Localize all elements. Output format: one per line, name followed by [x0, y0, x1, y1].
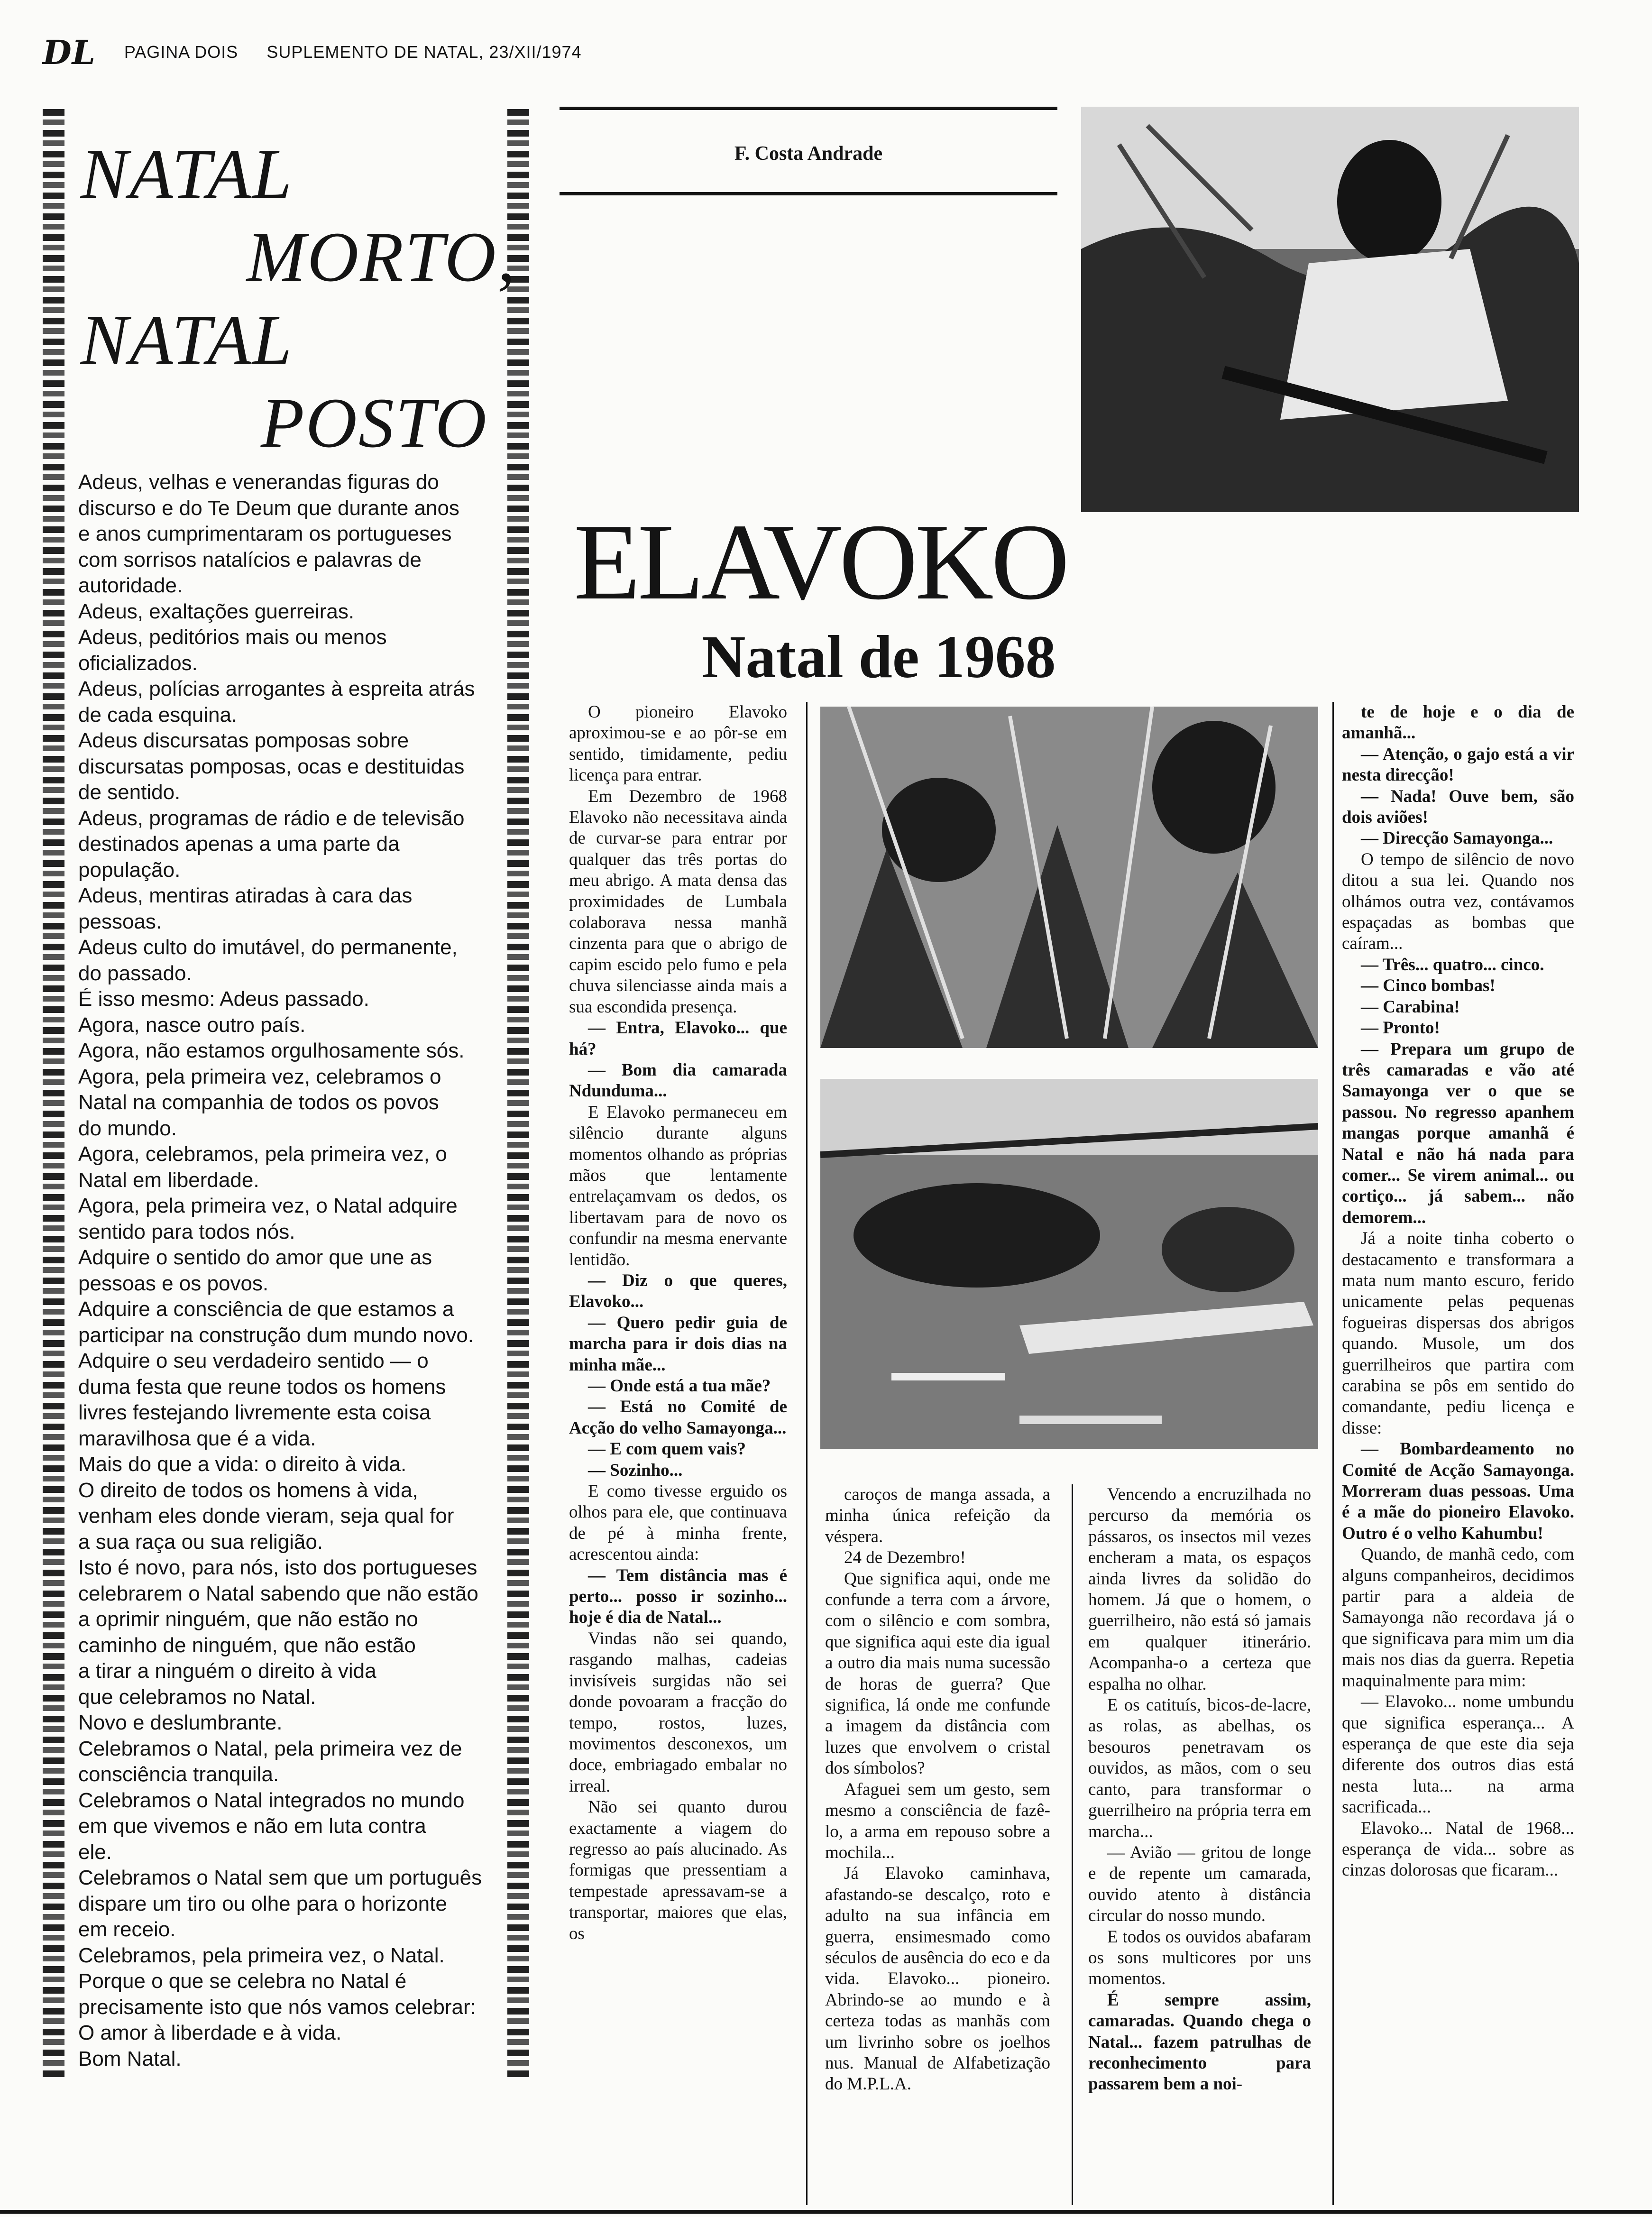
poem-line: sentido para todos nós.	[78, 1220, 295, 1243]
article-paragraph: E todos os ouvidos abafaram os sons multicores por uns momentos.	[1088, 1927, 1311, 1989]
article-paragraph: — Cinco bombas!	[1361, 976, 1496, 996]
poem-line: a sua raça ou sua religião.	[78, 1530, 323, 1554]
page-header	[43, 33, 582, 71]
poem-line: Adeus, mentiras atiradas à cara das	[78, 884, 413, 907]
poem-line: participar na construção dum mundo novo.	[78, 1323, 474, 1347]
poem-line: discursatas pomposas, ocas e destituidas	[78, 754, 465, 778]
photo-camp-gathering	[820, 1079, 1318, 1449]
article-paragraph: — Carabina!	[1361, 997, 1460, 1017]
article-paragraph: Elavoko... Natal de 1968... esperança de vida... sobre as cinzas dolorosas que ficaram...	[1342, 1818, 1574, 1880]
article-paragraph: — Diz o que queres, Elavoko...	[569, 1270, 787, 1312]
newspaper-logo: DL	[43, 32, 96, 72]
article-paragraph: — Está no Comité de Acção do velho Samayonga...	[569, 1397, 787, 1438]
poem-line: Adquire o sentido do amor que une as	[78, 1246, 432, 1269]
poem-line: de sentido.	[78, 781, 181, 804]
article-paragraph: — Pronto!	[1361, 1018, 1440, 1038]
poem-line: Bom Natal.	[78, 2047, 182, 2070]
article-paragraph: — Bombardeamento no Comité de Acção Samayonga. Morreram duas pessoas. Uma é a mãe do pioneiro Elavoko. Outro é o velho Kahumbu!	[1342, 1439, 1574, 1543]
poem-line: em receio.	[78, 1918, 176, 1941]
article-paragraph: 24 de Dezembro!	[844, 1548, 966, 1568]
article-paragraph: — Direcção Samayonga...	[1361, 828, 1553, 848]
poem-line: venham eles donde vieram, seja qual for	[78, 1504, 454, 1527]
poem-line: celebrarem o Natal sabendo que não estão	[78, 1582, 478, 1605]
poem-line: Mais do que a vida: o direito à vida.	[78, 1453, 407, 1476]
poem-line: em que vivemos e não em luta contra	[78, 1814, 426, 1838]
poem-line: pessoas.	[78, 910, 162, 933]
poem-line: Agora, pela primeira vez, o Natal adquire	[78, 1194, 458, 1217]
article-paragraph: — Tem distância mas é perto... posso ir sozinho... hoje é dia de Natal...	[569, 1565, 787, 1628]
article-paragraph: — Prepara um grupo de três camaradas e vão até Samayonga ver o que se passou. No regresso apanhem mangas porque amanhã é Natal e não há nada para comer... Se virem animal... ou cortiço... já sabem... não demorem...	[1342, 1039, 1574, 1227]
poem-line: com sorrisos natalícios e palavras de	[78, 548, 422, 571]
poem-line: livres festejando livremente esta coisa	[78, 1401, 431, 1424]
poem-line: Natal em liberdade.	[78, 1168, 259, 1192]
poem-line: de cada esquina.	[78, 703, 238, 727]
poem-line: Agora, pela primeira vez, celebramos o	[78, 1065, 441, 1088]
poem-line: Celebramos o Natal integrados no mundo	[78, 1788, 465, 1812]
poem-body	[78, 469, 514, 2072]
poem-line: Adeus, exaltações guerreiras.	[78, 599, 355, 623]
article-paragraph: — Elavoko... nome umbundu que significa esperança... A esperança de que este dia seja diferente dos outros dias está nesta luta... na arma sacrificada...	[1342, 1692, 1574, 1817]
article-paragraph: É sempre assim, camaradas. Quando chega o Natal... fazem patrulhas de reconhecimento para passarem bem a noi-	[1088, 1990, 1311, 2094]
article-paragraph: — Quero pedir guia de marcha para ir dois dias na minha mãe...	[569, 1313, 787, 1375]
author-rule-top	[560, 107, 1057, 110]
bottom-rule	[0, 2210, 1652, 2214]
poem-line: Adeus, programas de rádio e de televisão	[78, 806, 465, 830]
poem-title	[81, 133, 517, 465]
poem-line: discurso e do Te Deum que durante anos	[78, 496, 459, 520]
poem-title-line: POSTO	[261, 384, 488, 462]
poem-line: caminho de ninguém, que não estão	[78, 1633, 416, 1657]
poem-line: autoridade.	[78, 574, 183, 597]
poem-line: que celebramos no Natal.	[78, 1685, 316, 1709]
poem-line: consciência tranquila.	[78, 1763, 279, 1786]
poem-line: É isso mesmo: Adeus passado.	[78, 987, 369, 1011]
article-paragraph: E como tivesse erguido os olhos para ele, que continuava de pé à minha frente, acrescentou ainda:	[569, 1481, 787, 1564]
poem-line: do mundo.	[78, 1116, 177, 1140]
poem-line: a oprimir ninguém, que não estão no	[78, 1608, 418, 1631]
article-paragraph: — Sozinho...	[588, 1460, 683, 1480]
article-paragraph: — Avião — gritou de longe e de repente um camarada, ouvido atento à distância circular do nosso mundo.	[1088, 1842, 1311, 1926]
article-column-1	[569, 702, 787, 1944]
poem-line: Celebramos, pela primeira vez, o Natal.	[78, 1943, 445, 1967]
article-paragraph: Que significa aqui, onde me confunde a terra com a árvore, com o silêncio e com sombra, que significa aqui este dia igual a outro dia mais numa sucessão de horas de guerra? Que significa, lá onde me confunde a imagem da distância com luzes que envolvem o cristal dos símbolos?	[825, 1569, 1050, 1778]
article-paragraph: — Onde está a tua mãe?	[588, 1376, 771, 1396]
poem-line: do passado.	[78, 961, 192, 985]
poem-title-line: NATAL	[81, 301, 294, 379]
column-divider	[1072, 1484, 1073, 2205]
article-paragraph: — Atenção, o gajo está a vir nesta direcção!	[1342, 744, 1574, 785]
poem-line: Adeus, velhas e venerandas figuras do	[78, 470, 439, 494]
poem-line: a tirar a ninguém o direito à vida	[78, 1659, 376, 1683]
poem-line: oficializados.	[78, 651, 198, 675]
article-column-3	[1088, 1484, 1311, 2095]
article-paragraph: O pioneiro Elavoko aproximou-se e ao pôr-se em sentido, timidamente, pediu licença para entrar.	[569, 702, 787, 785]
article-paragraph: O tempo de silêncio de novo ditou a sua lei. Quando nos olhámos outra vez, contávamos espaçadas as bombas que caíram...	[1342, 849, 1574, 954]
poem-line: O direito de todos os homens à vida,	[78, 1478, 418, 1502]
poem-line: Agora, não estamos orgulhosamente sós.	[78, 1039, 465, 1062]
poem-line: Agora, celebramos, pela primeira vez, o	[78, 1142, 447, 1166]
poem-line: dispare um tiro ou olhe para o horizonte	[78, 1892, 447, 1915]
column-divider	[806, 702, 808, 2205]
article-paragraph: — E com quem vais?	[588, 1439, 746, 1459]
photo-guerrillas-grass	[820, 707, 1318, 1048]
poem-line: Adeus, peditórios mais ou menos	[78, 626, 387, 649]
article-author: F. Costa Andrade	[734, 143, 883, 165]
article-paragraph: Não sei quanto durou exactamente a viagem do regresso ao país alucinado. As formigas que pressentiam a tempestade apressavam-se a transportar, maiores que elas, os	[569, 1797, 787, 1943]
article-paragraph: Vindas não sei quando, rasgando malhas, cadeias invisíveis surgidas não sei donde povoaram a fracção do tempo, rostos, luzes, movimentos desconexos, um doce, embriagado embalar no irreal.	[569, 1628, 787, 1796]
article-paragraph: Já Elavoko caminhava, afastando-se descalço, roto e adulto na sua infância em guerra, ensimesmado como séculos de ausência do eco e da vida. Elavoko... pioneiro. Abrindo-se ao mundo e à certeza todas as manhãs com um livrinho sobre os joelhos nus. Manual de Alfabetização do M.P.L.A.	[825, 1864, 1050, 2094]
column-divider	[1332, 702, 1334, 2205]
poem-line: Porque o que se celebra no Natal é	[78, 1969, 407, 1993]
article-paragraph: — Nada! Ouve bem, são dois aviões!	[1342, 786, 1574, 828]
article-title: ELAVOKO	[574, 501, 1067, 622]
article-paragraph: — Entra, Elavoko... que há?	[569, 1018, 787, 1059]
poem-line: Isto é novo, para nós, isto dos portugueses	[78, 1556, 477, 1579]
poem-line: precisamente isto que nós vamos celebrar:	[78, 1995, 476, 2019]
poem-line: Celebramos o Natal, pela primeira vez de	[78, 1737, 462, 1760]
poem-line: Adeus culto do imutável, do permanente,	[78, 936, 458, 959]
article-paragraph: E Elavoko permaneceu em silêncio durante alguns momentos olhando as próprias mãos que lentamente entrelaçamvam os dedos, os libertavam para de novo os confundir na mesma enervante lentidão.	[569, 1102, 787, 1269]
poem-title-line: NATAL	[81, 135, 294, 213]
section-label: PAGINA DOIS	[124, 42, 239, 62]
article-paragraph: Quando, de manhã cedo, com alguns companheiros, decidimos partir para a aldeia de Samayonga não recordava já o que significava para mim um dia mais nos dias da guerra. Repetia maquinalmente para mim:	[1342, 1545, 1574, 1691]
poem-line: Adquire o seu verdadeiro sentido — o	[78, 1349, 429, 1372]
author-rule-bottom	[560, 192, 1057, 195]
poem-title-line: MORTO,	[247, 218, 517, 296]
poem-line: Celebramos o Natal sem que um português	[78, 1866, 482, 1889]
poem-line: Novo e deslumbrante.	[78, 1711, 283, 1734]
poem-line: Adeus discursatas pomposas sobre	[78, 729, 409, 752]
article-paragraph: te de hoje e o dia de amanhã...	[1342, 702, 1574, 743]
article-paragraph: Já a noite tinha coberto o destacamento e transformara a mata num manto escuro, ferido unicamente pelas pequenas fogueiras dispersas dos abrigos quando. Musole, um dos guerrilheiros que partira com carabina se pôs em sentido do comandante, pediu licença e disse:	[1342, 1229, 1574, 1438]
poem-line: Adeus, polícias arrogantes à espreita atrás	[78, 677, 475, 700]
poem-line: Adquire a consciência de que estamos a	[78, 1297, 454, 1321]
poem-line: ele.	[78, 1840, 112, 1864]
article-paragraph: E os catituís, bicos-de-lacre, as rolas, as abelhas, os besouros penetravam os ouvidos, as mãos, com o seu canto, para transformar o guerrilheiro na própria terra em marcha...	[1088, 1695, 1311, 1841]
poem-line: O amor à liberdade e à vida.	[78, 2021, 342, 2044]
article-paragraph: — Bom dia camarada Ndunduma...	[569, 1060, 787, 1101]
article-subtitle: Natal de 1968	[702, 623, 1056, 690]
poem-line: destinados apenas a uma parte da	[78, 832, 400, 856]
poem-line: população.	[78, 858, 181, 882]
article-paragraph: Afaguei sem um gesto, sem mesmo a consciência de fazê-lo, a arma em repouso sobre a mochila...	[825, 1779, 1050, 1862]
article-paragraph: caroços de manga assada, a minha única refeição da véspera.	[825, 1485, 1050, 1546]
poem-line: pessoas e os povos.	[78, 1271, 269, 1295]
article-paragraph: Vencendo a encruzilhada no percurso da memória os pássaros, os insectos mil vezes encheram a mata, os espaços ainda livres da solidão do homem. Já que o homem, o guerrilheiro, não está só jamais em qualquer itinerário. Acompanha-o a certeza que espalha no olhar.	[1088, 1485, 1311, 1694]
poem-line: e anos cumprimentaram os portugueses	[78, 522, 452, 545]
article-paragraph: Em Dezembro de 1968 Elavoko não necessitava ainda de curvar-se para entrar por qualquer das três portas do meu abrigo. A mata densa das proximidades de Lumbala colaborava nessa manhã cinzenta para que o abrigo de capim escido pelo fumo e pela chuva silenciasse ainda mais a sua escondida presença.	[569, 786, 787, 1017]
article-paragraph: — Três... quatro... cinco.	[1361, 955, 1544, 975]
article-column-4	[1342, 702, 1574, 1881]
poem-line: maravilhosa que é a vida.	[78, 1426, 316, 1450]
guerrilla-photo	[1081, 107, 1579, 512]
poem-line: Agora, nasce outro país.	[78, 1013, 306, 1037]
poem-line: Natal na companhia de todos os povos	[78, 1091, 439, 1114]
left-vine-border	[43, 109, 64, 2077]
supplement-dateline: SUPLEMENTO DE NATAL, 23/XII/1974	[266, 42, 582, 62]
poem-line: duma festa que reune todos os homens	[78, 1375, 446, 1398]
article-column-2	[825, 1484, 1050, 2095]
